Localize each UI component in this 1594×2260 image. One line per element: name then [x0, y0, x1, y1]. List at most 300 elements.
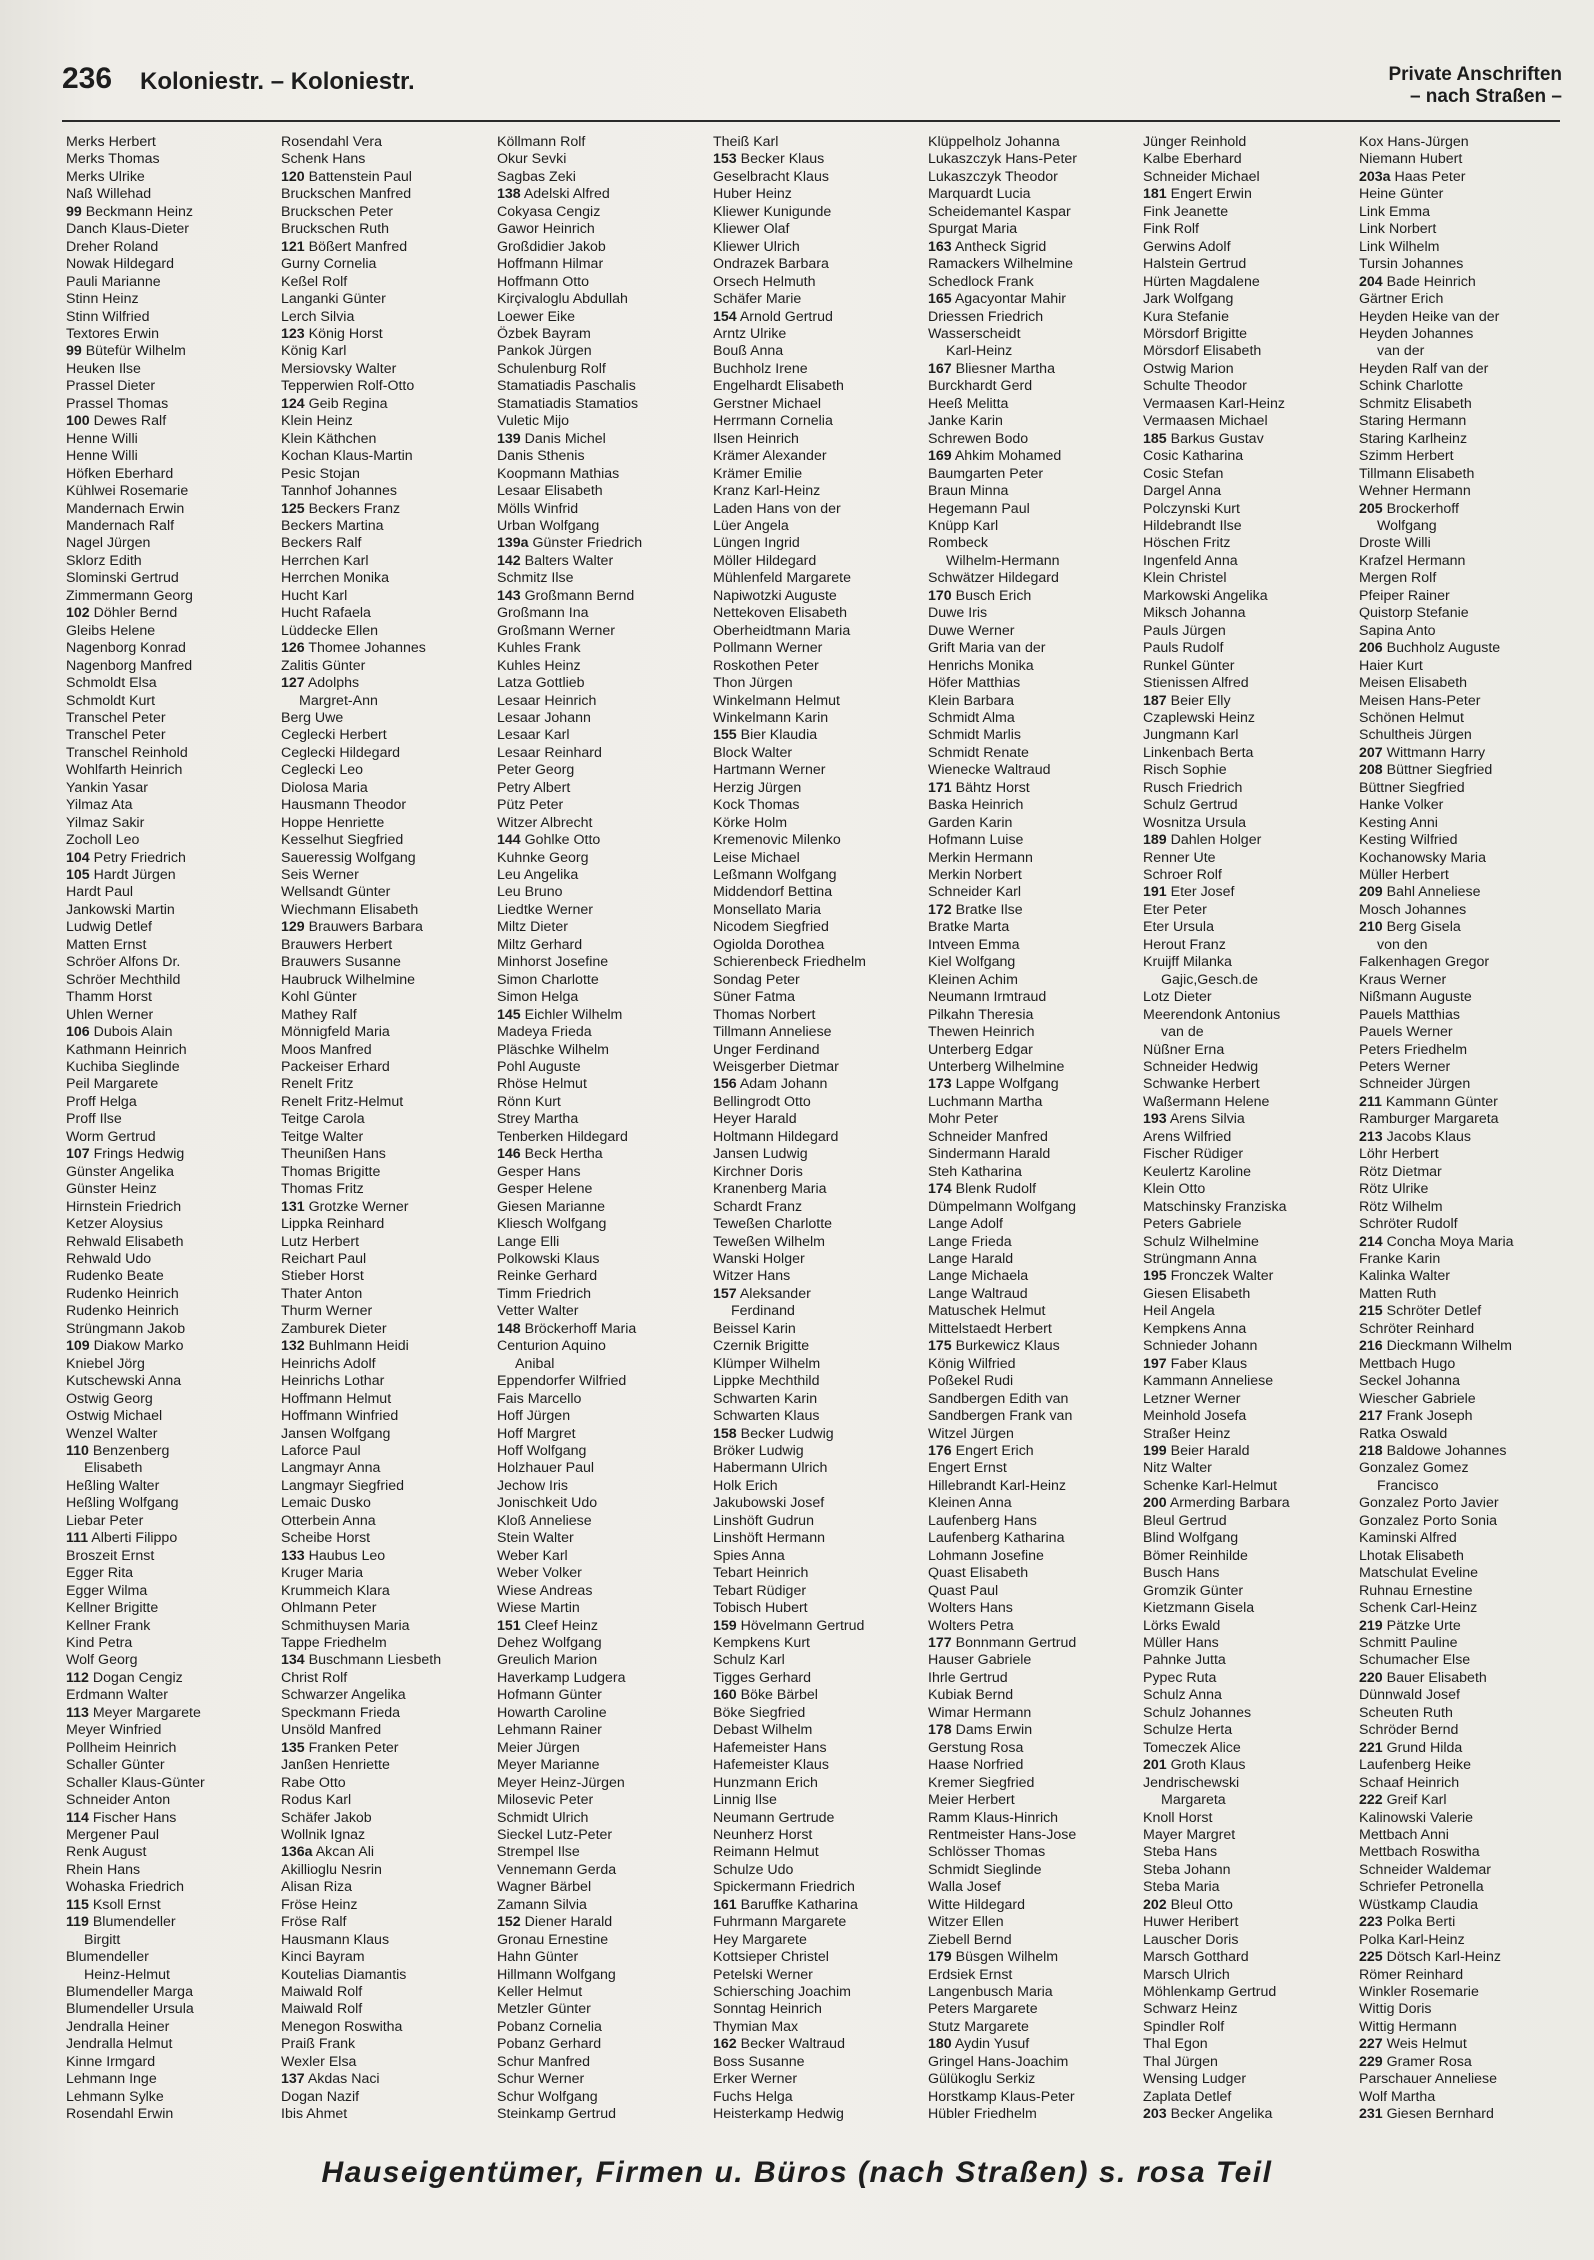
directory-entry: Wittig Hermann	[1359, 2018, 1457, 2035]
house-number: 145	[497, 1006, 521, 1023]
directory-entry: Link Emma	[1359, 203, 1430, 220]
directory-entry: Witzer Hans	[713, 1268, 791, 1285]
directory-entry: Otterbein Anna	[281, 1512, 376, 1529]
directory-entry: 134 Buschmann Liesbeth	[281, 1652, 442, 1669]
directory-entry: Yilmaz Ata	[66, 797, 133, 814]
directory-entry: Proff Ilse	[66, 1111, 122, 1128]
directory-entry: Berg Uwe	[281, 709, 344, 726]
directory-entry: Nüßner Erna	[1143, 1041, 1225, 1058]
directory-entry: Bruckschen Ruth	[281, 221, 390, 238]
directory-entry: Haubruck Wilhelmine	[281, 971, 416, 988]
directory-entry: Kox Hans-Jürgen	[1359, 134, 1469, 150]
directory-entry: Reichart Paul	[281, 1251, 367, 1267]
directory-entry: Hucht Rafaela	[281, 605, 371, 622]
directory-entry: 176 Engert Erich	[928, 1442, 1034, 1459]
directory-entry: Lehmann Rainer	[497, 1722, 602, 1739]
house-number: 179	[928, 1949, 952, 1966]
directory-entry: 102 Döhler Bernd	[66, 605, 178, 622]
directory-entry: 114 Fischer Hans	[66, 1809, 177, 1826]
directory-entry: 227 Weis Helmut	[1359, 2036, 1467, 2053]
directory-entry: 208 Büttner Siegfried	[1359, 762, 1493, 779]
section-label	[1388, 64, 1562, 108]
directory-entry: Mayer Margret	[1143, 1826, 1236, 1843]
directory-entry: Sagbas Zeki	[497, 168, 576, 185]
directory-entry: Kruger Maria	[281, 1565, 364, 1582]
directory-entry: Arens Wilfried	[1143, 1128, 1232, 1145]
column-3	[497, 134, 713, 2124]
directory-entry: 214 Concha Moya Maria	[1359, 1233, 1514, 1250]
directory-entry: Wollnik Ignaz	[281, 1826, 366, 1843]
directory-entry: Pollmann Werner	[713, 640, 823, 657]
directory-entry: Schmitz Ilse	[497, 570, 574, 587]
directory-entry: Jendralla Helmut	[66, 2036, 173, 2053]
directory-entry: Winkelmann Helmut	[713, 692, 840, 709]
directory-entry: Ziebell Bernd	[928, 1931, 1012, 1948]
directory-entry: Kuhnke Georg	[497, 849, 589, 866]
directory-entry: Middendorf Bettina	[713, 884, 833, 901]
directory-entry: Kochanowsky Maria	[1359, 849, 1486, 866]
directory-entry: Renner Ute	[1143, 849, 1216, 866]
directory-entry: 139a Günster Friedrich	[497, 535, 643, 552]
directory-entry: 197 Faber Klaus	[1143, 1355, 1248, 1372]
directory-entry: Holk Erich	[713, 1477, 778, 1494]
directory-entry: Driessen Friedrich	[928, 308, 1044, 325]
column-5	[928, 134, 1144, 2124]
directory-entry: Wohaska Friedrich	[66, 1879, 185, 1896]
directory-entry: Polkowski Klaus	[497, 1251, 600, 1267]
footer-note: Hauseigentümer, Firmen u. Büros (nach Straßen) s. rosa Teil	[321, 2156, 1273, 2189]
house-number: 157	[713, 1285, 737, 1302]
directory-entry: Bröker Ludwig	[713, 1442, 804, 1459]
directory-entry: Moos Manfred	[281, 1041, 372, 1058]
directory-entry: Wiese Martin	[497, 1600, 580, 1617]
directory-entry: Heyden Johannes	[1359, 325, 1474, 342]
directory-entry: Minhorst Josefine	[497, 954, 609, 971]
directory-entry: Kaminski Alfred	[1359, 1530, 1457, 1547]
directory-entry: Matschulat Eveline	[1359, 1565, 1479, 1582]
directory-entry: Laufenberg Heike	[1359, 1757, 1472, 1774]
directory-entry: Matten Ruth	[1359, 1285, 1437, 1302]
directory-entry: Debast Wilhelm	[713, 1722, 813, 1739]
directory-entry: Lange Adolf	[928, 1216, 1003, 1233]
directory-entry: Schmidt Sieglinde	[928, 1861, 1042, 1878]
directory-entry: Bruckschen Peter	[281, 203, 393, 220]
directory-entry: Schrewen Bodo	[928, 430, 1029, 447]
directory-entry: 112 Dogan Cengiz	[66, 1669, 183, 1686]
directory-entry: Peters Werner	[1359, 1059, 1451, 1076]
directory-entry: Slominski Gertrud	[66, 570, 179, 587]
directory-entry: Tannhof Johannes	[281, 483, 397, 500]
house-number: 99	[66, 343, 82, 360]
directory-entry: Höfken Eberhard	[66, 465, 174, 482]
directory-entry: Kuhles Heinz	[497, 657, 581, 674]
directory-entry: Blumendeller Ursula	[66, 2001, 194, 2018]
directory-entry: Cokyasa Cengiz	[497, 203, 601, 220]
directory-entry: Leßmann Wolfgang	[713, 867, 837, 884]
directory-entry: Müller Herbert	[1359, 867, 1449, 884]
directory-entry: Theunißen Hans	[281, 1146, 386, 1163]
directory-entry: 199 Beier Harald	[1143, 1442, 1250, 1459]
directory-entry: Rhein Hans	[66, 1861, 141, 1878]
directory-entry: Wüstkamp Claudia	[1359, 1896, 1479, 1913]
house-number: 139	[497, 430, 521, 447]
directory-entry: Madeya Frieda	[497, 1024, 592, 1041]
directory-entry: Scheuten Ruth	[1359, 1704, 1453, 1721]
directory-entry: Stamatiadis Paschalis	[497, 378, 636, 395]
directory-entry: Lesaar Heinrich	[497, 692, 597, 709]
directory-entry: 106 Dubois Alain	[66, 1024, 173, 1041]
directory-entry: Hausmann Klaus	[281, 1931, 390, 1948]
directory-entry: 165 Agacyontar Mahir	[928, 291, 1067, 308]
directory-entry: Schwarten Klaus	[713, 1408, 820, 1425]
directory-entry: Kock Thomas	[713, 797, 800, 814]
directory-entry: Quast Paul	[928, 1582, 999, 1599]
directory-entry: Braun Minna	[928, 483, 1009, 500]
directory-entry: Lesaar Karl	[497, 727, 570, 744]
directory-entry: Hildebrandt Ilse	[1143, 517, 1242, 534]
directory-entry: Beckers Ralf	[281, 535, 362, 552]
directory-entry: Bleul Gertrud	[1143, 1512, 1227, 1529]
directory-entry: Falkenhagen Gregor	[1359, 954, 1490, 971]
directory-entry: Schaller Klaus-Günter	[66, 1774, 205, 1791]
directory-entry: 119 Blumendeller	[66, 1914, 176, 1931]
directory-entry: Schroer Rolf	[1143, 867, 1222, 884]
directory-entry: Lüer Angela	[713, 517, 789, 534]
directory-entry: Parschauer Anneliese	[1359, 2071, 1498, 2088]
house-number: 225	[1359, 1949, 1383, 1966]
house-number: 162	[713, 2036, 737, 2053]
directory-entry: Ramm Klaus-Hinrich	[928, 1809, 1059, 1826]
directory-entry: 220 Bauer Elisabeth	[1359, 1669, 1487, 1686]
directory-entry: 100 Dewes Ralf	[66, 413, 167, 430]
directory-entry: Gerstung Rosa	[928, 1739, 1024, 1756]
directory-entry: Klümper Wilhelm	[713, 1355, 821, 1372]
directory-entry: Bruckschen Manfred	[281, 186, 412, 203]
directory-entry: Miksch Johanna	[1143, 605, 1246, 622]
directory-entry: Schulte Theodor	[1143, 378, 1247, 395]
directory-entry: Kietzmann Gisela	[1143, 1600, 1255, 1617]
directory-entry: Czaplewski Heinz	[1143, 709, 1255, 726]
house-number: 129	[281, 919, 305, 936]
section-label-line2: – nach Straßen –	[1409, 86, 1562, 107]
directory-entry: Wagner Bärbel	[497, 1879, 592, 1896]
directory-entry: 173 Lappe Wolfgang	[928, 1076, 1059, 1093]
directory-entry: Halstein Gertrud	[1143, 256, 1247, 273]
directory-entry: Unterberg Wilhelmine	[928, 1059, 1065, 1076]
directory-entry: Mosch Johannes	[1359, 901, 1467, 918]
directory-entry: Fischer Rüdiger	[1143, 1146, 1244, 1163]
directory-entry: 113 Meyer Margarete	[66, 1704, 201, 1721]
directory-entry: Rosendahl Erwin	[66, 2106, 174, 2123]
directory-entry: Gronau Ernestine	[497, 1931, 609, 1948]
directory-entry: König Karl	[281, 343, 347, 360]
directory-entry: 181 Engert Erwin	[1143, 186, 1252, 203]
house-number: 161	[713, 1896, 737, 1913]
directory-entry: Duwe Werner	[928, 622, 1015, 639]
street-range-title: Koloniestr. – Koloniestr.	[140, 68, 415, 95]
directory-entry: 215 Schröter Detlef	[1359, 1303, 1482, 1320]
directory-entry: 201 Groth Klaus	[1143, 1757, 1246, 1774]
house-number: 171	[928, 779, 952, 796]
directory-entry: Köllmann Rolf	[497, 134, 586, 150]
directory-entry: Kesting Wilfried	[1359, 832, 1458, 849]
directory-entry: Heinz-Helmut	[84, 1966, 170, 1983]
directory-entry: Heinrichs Lothar	[281, 1373, 385, 1390]
directory-entry: Nettekoven Elisabeth	[713, 605, 848, 622]
directory-entry: Holzhauer Paul	[497, 1460, 595, 1477]
directory-entry: Pläschke Wilhelm	[497, 1041, 609, 1058]
directory-entry: Hahn Günter	[497, 1949, 579, 1966]
directory-entry: Schulz Wilhelmine	[1143, 1233, 1259, 1250]
directory-entry: Meyer Heinz-Jürgen	[497, 1774, 625, 1791]
directory-entry: Speckmann Frieda	[281, 1704, 401, 1721]
directory-entry: Bömer Reinhilde	[1143, 1547, 1248, 1564]
directory-entry: Schumacher Else	[1359, 1652, 1471, 1669]
directory-entry: Kempkens Anna	[1143, 1320, 1247, 1337]
directory-entry: Meisen Hans-Peter	[1359, 692, 1481, 709]
directory-entry: Hürten Magdalene	[1143, 273, 1260, 290]
directory-entry: Baumgarten Peter	[928, 465, 1044, 482]
directory-entry: Pankok Jürgen	[497, 343, 592, 360]
directory-entry: Matuschek Helmut	[928, 1303, 1046, 1320]
directory-entry: Kremenovic Milenko	[713, 832, 841, 849]
directory-entry: 132 Buhlmann Heidi	[281, 1338, 409, 1355]
directory-entry: Ostwig Michael	[66, 1408, 163, 1425]
directory-entry: 231 Giesen Bernhard	[1359, 2106, 1494, 2123]
directory-entry: Witzel Jürgen	[928, 1425, 1014, 1442]
directory-entry: Simon Charlotte	[497, 971, 599, 988]
directory-entry: 121 Bößert Manfred	[281, 238, 408, 255]
directory-entry: Letzner Werner	[1143, 1390, 1241, 1407]
directory-entry: 159 Hövelmann Gertrud	[713, 1617, 865, 1634]
directory-entry: Fuhrmann Margarete	[713, 1914, 847, 1931]
directory-entry: Merkin Hermann	[928, 849, 1033, 866]
directory-entry: Schönen Helmut	[1359, 709, 1464, 726]
directory-entry: Dogan Nazif	[281, 2088, 360, 2105]
directory-entry: Steba Hans	[1143, 1844, 1218, 1861]
directory-entry: Heil Angela	[1143, 1303, 1215, 1320]
house-number: 221	[1359, 1739, 1383, 1756]
directory-entry: Markowski Angelika	[1143, 587, 1268, 604]
directory-entry: Witzer Albrecht	[497, 814, 593, 831]
directory-entry: 151 Cleef Heinz	[497, 1617, 598, 1634]
directory-entry: Krämer Alexander	[713, 448, 827, 465]
directory-entry: Schmidt Alma	[928, 709, 1015, 726]
directory-entry: Blind Wolfgang	[1143, 1530, 1239, 1547]
house-number: 133	[281, 1547, 305, 1564]
directory-entry: Gurny Cornelia	[281, 256, 377, 273]
directory-entry: Rudenko Heinrich	[66, 1303, 179, 1320]
directory-entry: Klein Otto	[1143, 1181, 1206, 1198]
directory-entry: Hafemeister Hans	[713, 1739, 827, 1756]
directory-entry: 105 Hardt Jürgen	[66, 867, 176, 884]
house-number: 126	[281, 640, 305, 657]
directory-entry: Sandbergen Frank van	[928, 1408, 1073, 1425]
directory-entry: Schur Wolfgang	[497, 2088, 598, 2105]
directory-entry: Schlösser Thomas	[928, 1844, 1046, 1861]
directory-entry: Knüpp Karl	[928, 517, 999, 534]
directory-entry: Witte Hildegard	[928, 1896, 1025, 1913]
directory-entry: Ramackers Wilhelmine	[928, 256, 1074, 273]
directory-entry: Maiwald Rolf	[281, 2001, 363, 2018]
directory-entry: Hoffmann Helmut	[281, 1390, 392, 1407]
directory-entry: Gringel Hans-Joachim	[928, 2053, 1069, 2070]
directory-entry: Koutelias Diamantis	[281, 1966, 407, 1983]
directory-entry: Quast Elisabeth	[928, 1565, 1029, 1582]
directory-entry: Teitge Carola	[281, 1111, 365, 1128]
directory-entry: 131 Grotzke Werner	[281, 1198, 409, 1215]
house-number: 181	[1143, 186, 1167, 203]
directory-entry: Schriefer Petronella	[1359, 1879, 1484, 1896]
directory-entry: Szimm Herbert	[1359, 448, 1454, 465]
directory-entry: 152 Diener Harald	[497, 1914, 613, 1931]
house-number: 195	[1143, 1268, 1167, 1285]
directory-entry: Textores Erwin	[66, 325, 160, 342]
directory-entry: 223 Polka Berti	[1359, 1914, 1456, 1931]
directory-entry: Rönn Kurt	[497, 1093, 561, 1110]
directory-entry: Prassel Dieter	[66, 378, 156, 395]
directory-entry: Broszeit Ernst	[66, 1547, 155, 1564]
directory-entry: Pütz Peter	[497, 797, 564, 814]
directory-entry: 185 Barkus Gustav	[1143, 430, 1264, 447]
directory-entry: 124 Geib Regina	[281, 395, 388, 412]
directory-entry: Vennemann Gerda	[497, 1861, 617, 1878]
directory-entry: Kirchner Doris	[713, 1163, 803, 1180]
directory-entry: Kathmann Heinrich	[66, 1041, 187, 1058]
directory-entry: Wienecke Waltraud	[928, 762, 1051, 779]
directory-entry: 177 Bonnmann Gertrud	[928, 1634, 1077, 1651]
directory-entry: Tebart Heinrich	[713, 1565, 809, 1582]
directory-entry: 143 Großmann Bernd	[497, 587, 635, 604]
directory-entry: Schink Charlotte	[1359, 378, 1464, 395]
column-6	[1143, 134, 1359, 2124]
directory-entry: van der	[1377, 343, 1425, 360]
directory-entry: Jendralla Heiner	[66, 2018, 170, 2035]
directory-entry: 172 Bratke Ilse	[928, 901, 1023, 918]
directory-entry: Steinkamp Gertrud	[497, 2106, 617, 2123]
directory-entry: Ferdinand	[731, 1303, 795, 1320]
directory-entry: Zamburek Dieter	[281, 1320, 387, 1337]
directory-entry: Krummeich Klara	[281, 1582, 390, 1599]
directory-entry: Risch Sophie	[1143, 762, 1227, 779]
directory-entry: Eppendorfer Wilfried	[497, 1373, 627, 1390]
directory-entry: Block Walter	[713, 744, 793, 761]
directory-entry: Gonzalez Porto Javier	[1359, 1495, 1499, 1512]
directory-entry: Leu Angelika	[497, 867, 579, 884]
directory-entry: Linnig Ilse	[713, 1792, 777, 1809]
directory-entry: Schulz Karl	[713, 1652, 785, 1669]
directory-entry: 156 Adam Johann	[713, 1076, 828, 1093]
house-number: 160	[713, 1687, 737, 1704]
house-number: 215	[1359, 1303, 1383, 1320]
directory-entry: Hillebrandt Karl-Heinz	[928, 1477, 1066, 1494]
directory-entry: Marquardt Lucia	[928, 186, 1031, 203]
directory-entry: Lesaar Reinhard	[497, 744, 602, 761]
directory-entry: Kuchiba Sieglinde	[66, 1059, 180, 1076]
directory-entry: Hoffmann Winfried	[281, 1408, 399, 1425]
directory-entry: Bellingrodt Otto	[713, 1093, 811, 1110]
directory-entry: 213 Jacobs Klaus	[1359, 1128, 1471, 1145]
directory-entry: Thon Jürgen	[713, 675, 793, 692]
directory-entry: Lange Michaela	[928, 1268, 1029, 1285]
column-2	[281, 134, 497, 2124]
house-number: 170	[928, 587, 952, 604]
directory-entry: Kesting Anni	[1359, 814, 1438, 831]
directory-entry: Schäfer Marie	[713, 291, 802, 308]
directory-entry: Hoppe Henriette	[281, 814, 385, 831]
directory-entry: 133 Haubus Leo	[281, 1547, 386, 1564]
directory-entry: Dargel Anna	[1143, 483, 1222, 500]
house-number: 155	[713, 727, 737, 744]
directory-entry: Großmann Werner	[497, 622, 616, 639]
directory-entry: Unterberg Edgar	[928, 1041, 1033, 1058]
directory-entry: Rötz Dietmar	[1359, 1163, 1442, 1180]
directory-entry: Spickermann Friedrich	[713, 1879, 855, 1896]
directory-entry: 216 Dieckmann Wilhelm	[1359, 1338, 1512, 1355]
directory-entry: Fröse Heinz	[281, 1896, 358, 1913]
directory-entry: Peil Margarete	[66, 1076, 159, 1093]
directory-entry: Linshöft Gudrun	[713, 1512, 814, 1529]
directory-entry: Link Norbert	[1359, 221, 1437, 238]
directory-entry: Lemaic Dusko	[281, 1495, 371, 1512]
directory-entry: Schardt Franz	[713, 1198, 803, 1215]
directory-entry: Thal Jürgen	[1143, 2053, 1218, 2070]
directory-entry: Rentmeister Hans-Jose	[928, 1826, 1077, 1843]
directory-entry: Okur Sevki	[497, 151, 567, 168]
house-number: 135	[281, 1739, 305, 1756]
house-number: 139a	[497, 535, 529, 552]
directory-entry: Vermaasen Karl-Heinz	[1143, 395, 1285, 412]
directory-entry: Hillmann Wolfgang	[497, 1966, 616, 1983]
house-number: 142	[497, 552, 521, 569]
directory-entry: Akillioglu Nesrin	[281, 1861, 382, 1878]
directory-entry: Arntz Ulrike	[713, 325, 787, 342]
directory-entry: 211 Kammann Günter	[1359, 1093, 1498, 1110]
directory-entry: Herzig Jürgen	[713, 779, 802, 796]
directory-entry: Dünnwald Josef	[1359, 1687, 1460, 1704]
directory-entry: 200 Armerding Barbara	[1143, 1495, 1290, 1512]
directory-entry: Luchmann Martha	[928, 1093, 1043, 1110]
directory-entry: 126 Thomee Johannes	[281, 640, 426, 657]
directory-entry: 135 Franken Peter	[281, 1739, 399, 1756]
directory-entry: Hübler Friedhelm	[928, 2106, 1037, 2123]
directory-entry: Hey Margarete	[713, 1931, 807, 1948]
directory-entry: von den	[1377, 936, 1428, 953]
directory-entry: Nagenborg Konrad	[66, 640, 186, 657]
directory-entry: Wenzel Walter	[66, 1425, 158, 1442]
directory-entry: Schröer Mechthild	[66, 971, 181, 988]
directory-entry: Polczynski Kurt	[1143, 500, 1240, 517]
directory-entry: Reinke Gerhard	[497, 1268, 598, 1285]
directory-entry: Kranz Karl-Heinz	[713, 483, 821, 500]
directory-entry: Peters Friedhelm	[1359, 1041, 1468, 1058]
house-number: 112	[66, 1669, 89, 1686]
directory-entry: Kochan Klaus-Martin	[281, 448, 413, 465]
column-4	[713, 134, 929, 2124]
directory-entry: 222 Greif Karl	[1359, 1792, 1447, 1809]
directory-entry: Kind Petra	[66, 1634, 133, 1651]
directory-entry: Walla Josef	[928, 1879, 1001, 1896]
directory-entry: Lange Frieda	[928, 1233, 1012, 1250]
directory-entry: Brauwers Susanne	[281, 954, 401, 971]
directory-entry: Herout Franz	[1143, 936, 1226, 953]
house-number: 137	[281, 2071, 305, 2088]
house-number: 206	[1359, 640, 1383, 657]
directory-entry: 142 Balters Walter	[497, 552, 614, 569]
house-number: 127	[281, 675, 305, 692]
directory-entry: Winkelmann Karin	[713, 709, 829, 726]
directory-entry: Transchel Peter	[66, 709, 166, 726]
